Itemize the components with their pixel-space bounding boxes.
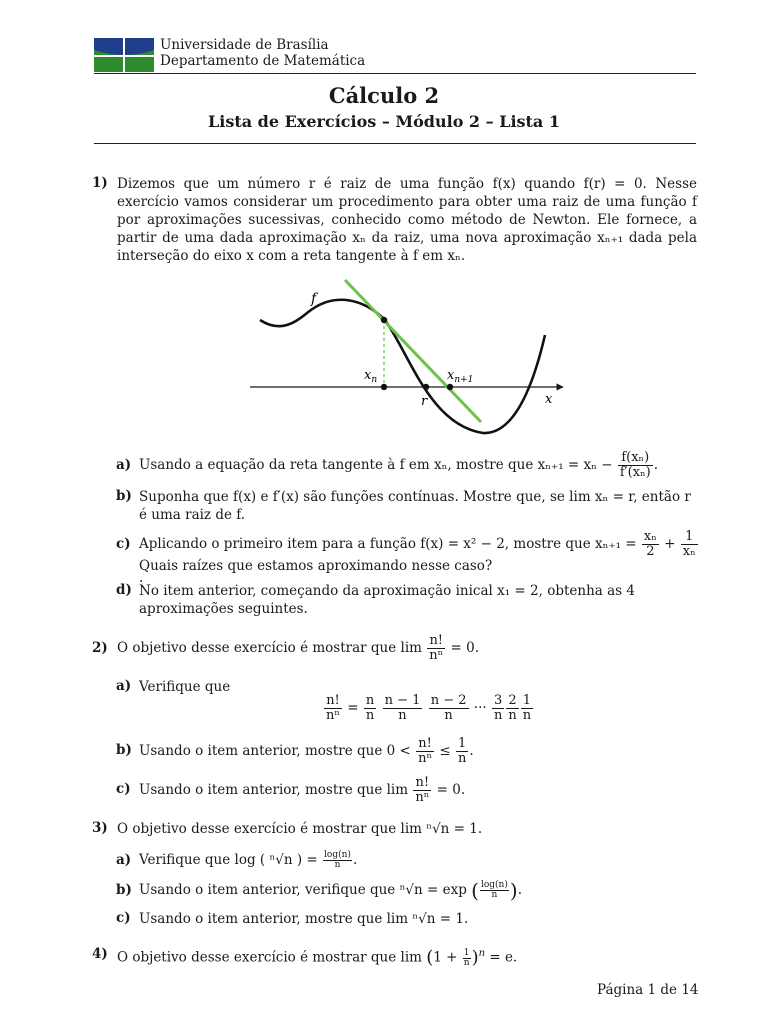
university-logo: [94, 38, 154, 72]
subitem-text: Usando o item anterior, verifique que ⁿ√n = exp ( $\frac{\log(n)}{n}$ ).: [139, 878, 522, 903]
point-xn: [381, 384, 387, 390]
newton-method-figure: [245, 275, 575, 440]
course-title: Cálculo 2: [328, 83, 440, 108]
list-title: Lista de Exercícios – Módulo 2 – Lista 1: [208, 112, 560, 131]
question-text: O objetivo desse exercício é mostrar que lim $\frac{n!}{\text{nⁿ}}$ = 0.: [117, 633, 480, 663]
subitem-text: Usando a equação da reta tangente à f em xₙ, mostre que xₙ₊₁ = xₙ − $\frac{\text{f(xₙ)}}{\text{f′(xₙ)}}$ .: [139, 450, 659, 480]
question-text: O objetivo desse exercício é mostrar que lim ⁿ√n = 1.: [117, 821, 483, 837]
subitem-label: c): [116, 536, 131, 552]
question-number: 1): [92, 175, 108, 191]
subitem-text: Verifique que: [139, 679, 231, 695]
label-f: f: [311, 291, 317, 307]
subitem-label: a): [116, 678, 132, 694]
subitem-label: b): [116, 742, 132, 758]
factorial-identity: $\frac{n!}{\text{nⁿ}}$ = $\frac{n}{n}$ $\frac{n - 1}{n}$ $\frac{n - 2}{n}$ ··· $\frac{3}{n}$ $\frac{2}{n}$ $\frac{1}{n}$: [326, 693, 532, 723]
question-text: Dizemos que um número r é raiz de uma função f(x) quando f(r) = 0. Nesse exercício vamos considerar um procedimento para obter uma raiz de uma função f por aproximações sucessivas, conhecido como método de Newton. Ele fornece, a partir de uma dada aproximação xₙ da raiz, uma nova aproximação xₙ₊₁ dada pela interseção do eixo x com a reta tangente à f em xₙ.: [117, 176, 697, 264]
label-r: r: [421, 394, 428, 409]
subitem-label: d): [116, 582, 132, 598]
tangent-line: [345, 280, 481, 422]
subitem-label: c): [116, 910, 131, 926]
label-x-axis: x: [545, 392, 553, 407]
header-rule: [94, 73, 696, 74]
subitem-text: No item anterior, começando da aproximação inical x₁ = 2, obtenha as 4 aproximações seguintes.: [139, 583, 635, 617]
label-xn: $x_n$: [364, 368, 378, 385]
department-name: Departamento de Matemática: [160, 53, 366, 69]
subitem-text: Usando o item anterior, mostre que lim $\frac{n!}{\text{nⁿ}}$ = 0.: [139, 775, 466, 805]
subitem-label: c): [116, 781, 131, 797]
institution-name: Universidade de Brasília: [160, 37, 329, 53]
point-xn1: [447, 384, 453, 390]
point-r: [423, 384, 429, 390]
subitem-text-cont: Quais raízes que estamos aproximando nesse caso?: [139, 558, 493, 574]
subitem-label: b): [116, 882, 132, 898]
question-text: O objetivo desse exercício é mostrar que lim (1 + $\frac{1}{n}$ )$^n$ = e.: [117, 947, 518, 968]
subitem-label: b): [116, 488, 132, 504]
title-rule: [94, 143, 696, 144]
function-curve: [260, 300, 545, 433]
question-number: 3): [92, 820, 108, 836]
subitem-text: Verifique que log ( ⁿ√n ) = $\frac{\log(n)}{n}$ .: [139, 850, 358, 870]
label-xn1: $x_{n+1}$: [447, 368, 474, 385]
subitem-text: Aplicando o primeiro item para a função f(x) = x² − 2, mostre que xₙ₊₁ = $\frac{\text{xₙ}}{2}$ + $\frac{1}{\text{xₙ}}$ .: [139, 529, 696, 586]
question-number: 2): [92, 640, 108, 656]
subitem-text: Usando o item anterior, mostre que lim ⁿ√n = 1.: [139, 911, 469, 927]
point-on-curve: [381, 317, 387, 323]
subitem-label: a): [116, 852, 132, 868]
question-number: 4): [92, 946, 108, 962]
subitem-text: Suponha que f(x) e f′(x) são funções contínuas. Mostre que, se lim xₙ = r, então r é uma raiz de f.: [139, 489, 691, 523]
subitem-label: a): [116, 457, 132, 473]
page-number: Página 1 de 14: [597, 982, 699, 998]
subitem-text: Usando o item anterior, mostre que 0 < $\frac{n!}{\text{nⁿ}}$ ≤ $\frac{1}{n}$ .: [139, 736, 474, 766]
